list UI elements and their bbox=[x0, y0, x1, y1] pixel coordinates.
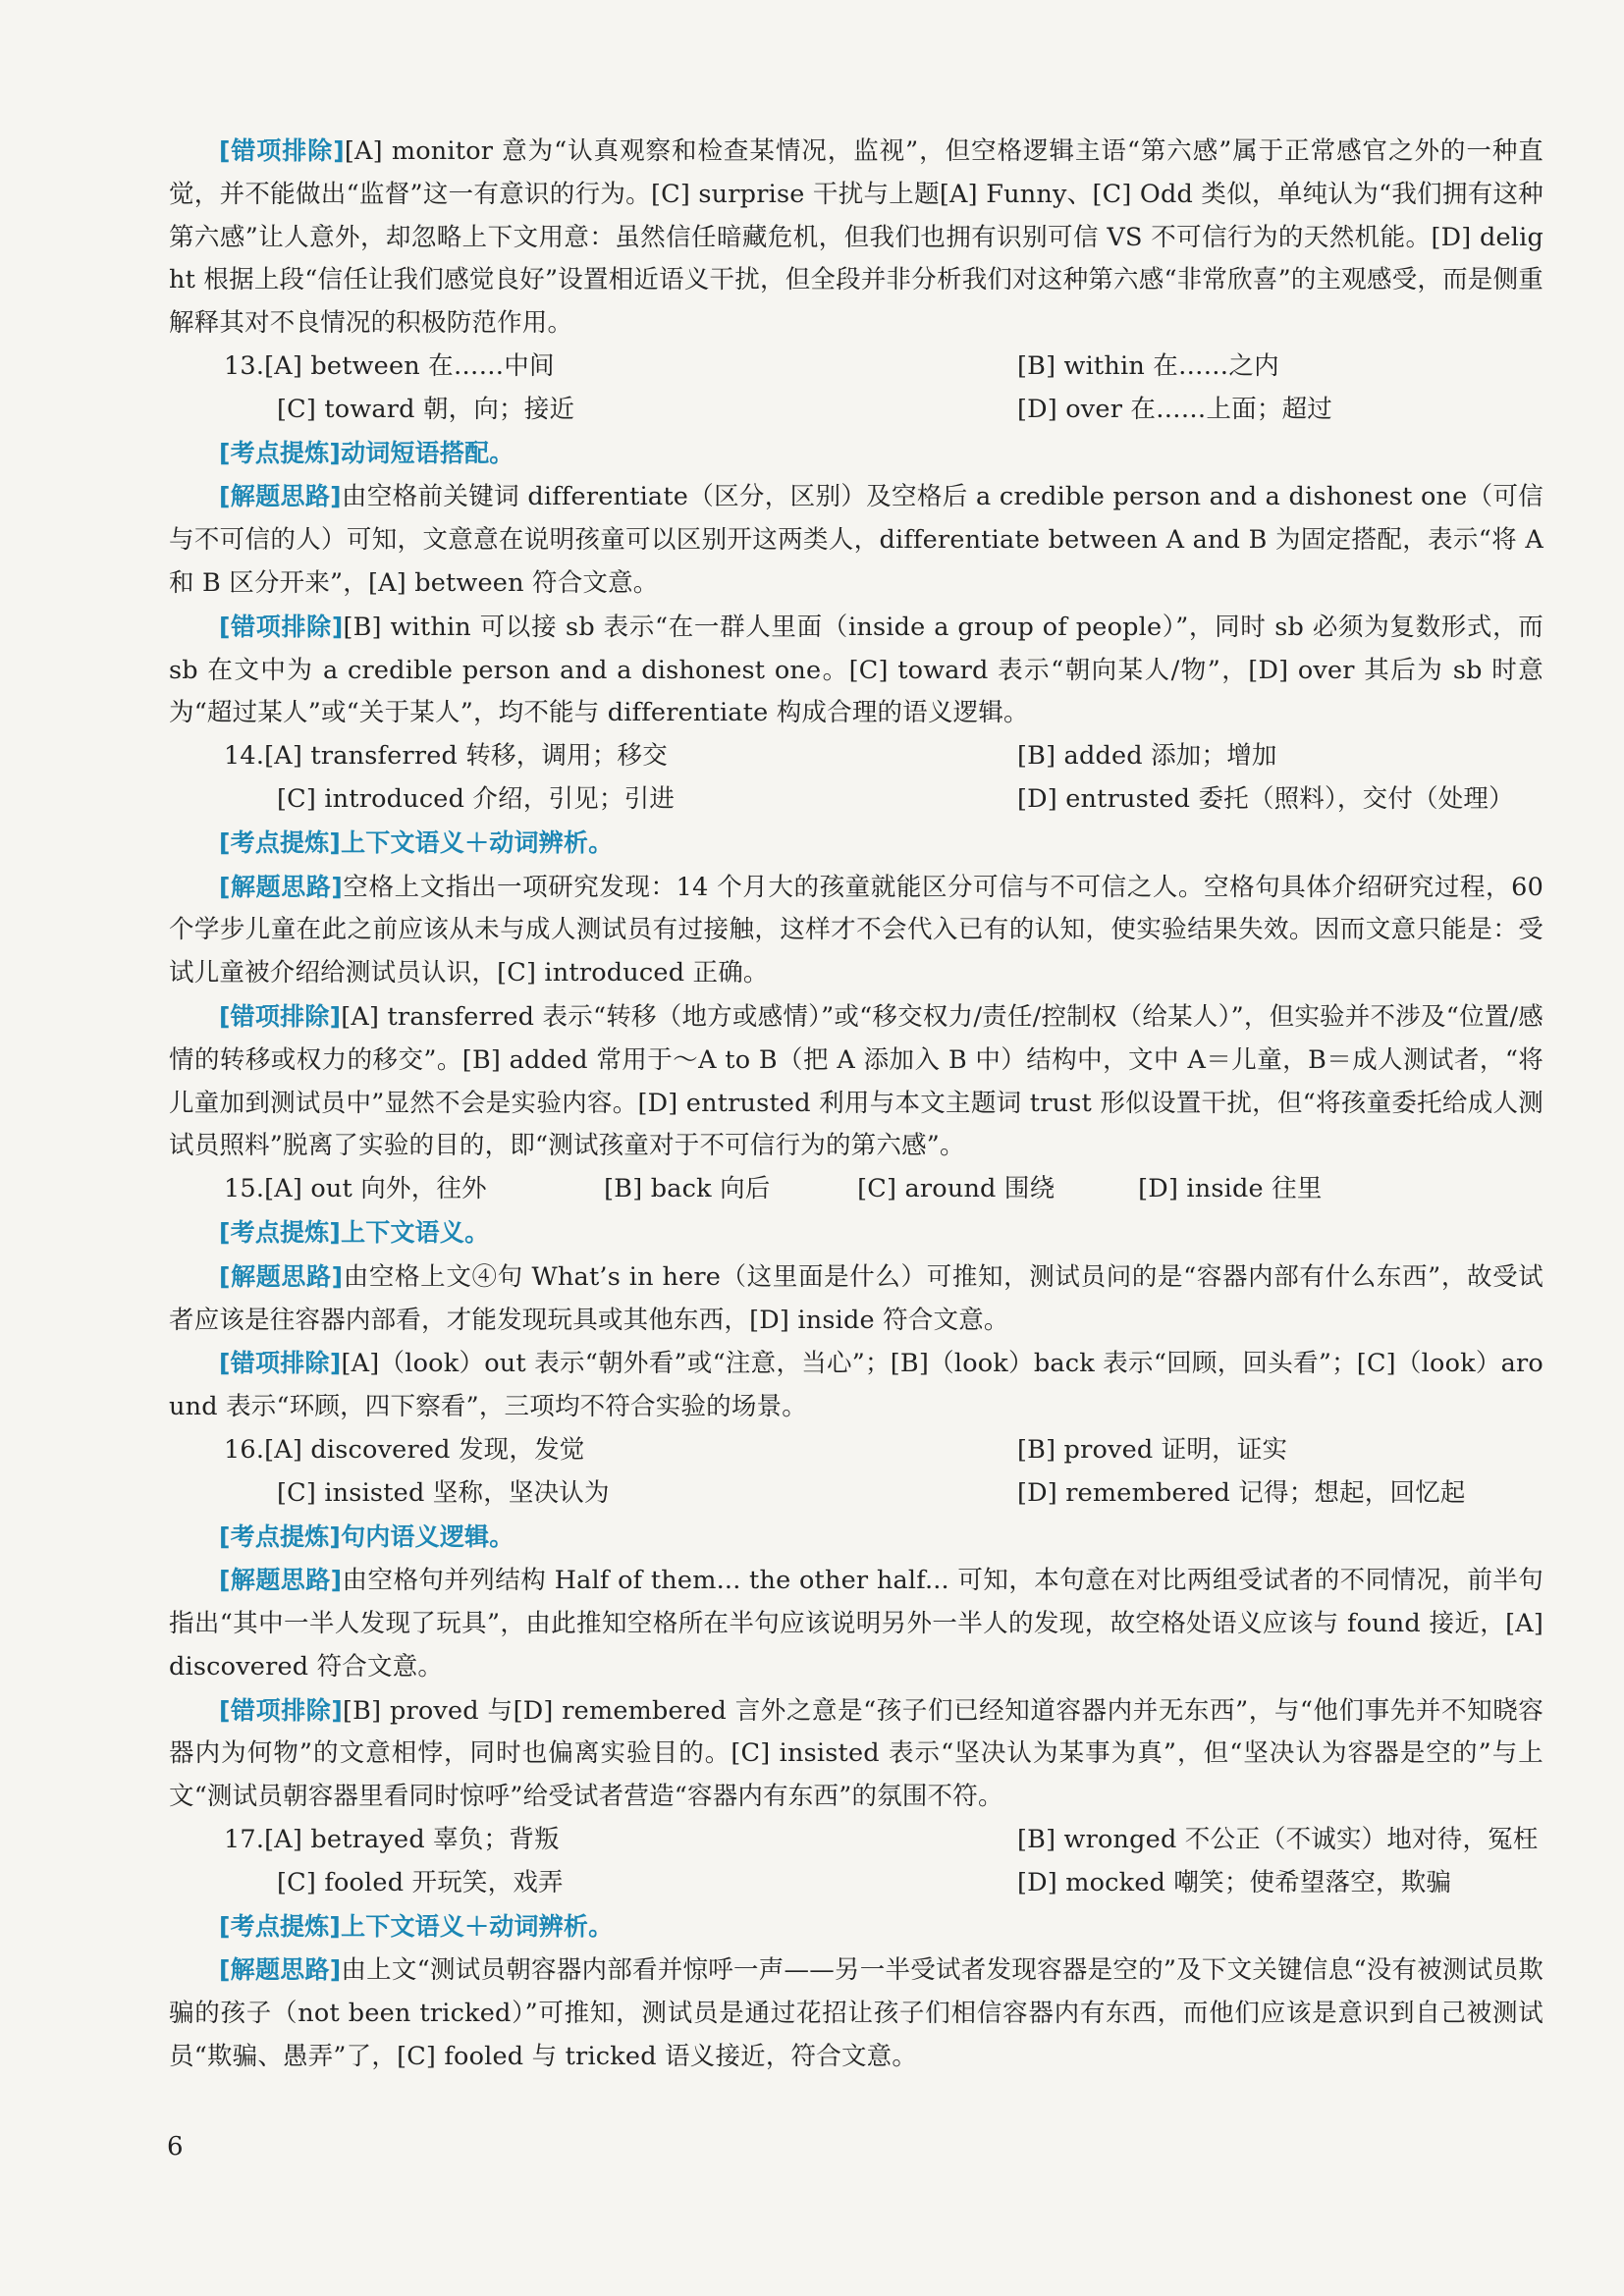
section-tag: [考点提炼] bbox=[219, 1911, 342, 1941]
section-tag: [考点提炼] bbox=[219, 828, 342, 857]
paragraph-text: 由空格前关键词 differentiate（区分，区别）及空格后 a credible person and a dishonest one（可信与不可信的人）可知，文意意在说明孩童可以区别开这两类人，differentiate between A and B 为固定搭配，表示“将 A 和 B 区分开来”，[A] between 符合文意。 bbox=[169, 482, 1543, 598]
explanation-paragraph bbox=[169, 475, 1543, 605]
key-point-line bbox=[169, 1516, 1543, 1560]
option-c: [C] insisted 坚称，坚决认为 bbox=[277, 1477, 610, 1508]
option-a bbox=[224, 1429, 1017, 1472]
option-b: [B] back 向后 bbox=[604, 1174, 771, 1204]
option-row bbox=[169, 1472, 1543, 1516]
page-number: 6 bbox=[167, 2132, 184, 2162]
explanation-paragraph bbox=[169, 1949, 1543, 2078]
option-b: [B] added 添加；增加 bbox=[1017, 741, 1277, 772]
option-row bbox=[169, 735, 1543, 778]
explanation-paragraph bbox=[169, 1559, 1543, 1688]
option-row bbox=[169, 1168, 1543, 1211]
section-tag: [解题思路] bbox=[219, 1955, 342, 1985]
option-row bbox=[169, 389, 1543, 432]
option-a-text: [A] discovered 发现，发觉 bbox=[264, 1434, 585, 1465]
section-tag: [错项排除] bbox=[219, 1001, 342, 1031]
option-row bbox=[169, 1429, 1543, 1472]
key-point-line bbox=[169, 1905, 1543, 1949]
section-tag: [解题思路] bbox=[219, 1261, 344, 1291]
key-point-line bbox=[169, 432, 1543, 476]
option-a-text: [A] transferred 转移，调用；移交 bbox=[264, 741, 668, 772]
option-a bbox=[224, 735, 1017, 778]
option-d: [D] mocked 嘲笑；使希望落空，欺骗 bbox=[1017, 1867, 1452, 1897]
paragraph-text: [B] within 可以接 sb 表示“在一群人里面（inside a group of people）”，同时 sb 必须为复数形式，而 sb 在文中为 a credible person and a dishonest one。[C] toward 表示“朝向某人/物”，[D] over 其后为 sb 时意为“超过某人”或“关于某人”，均不能与 differentiate 构成合理的语义逻辑。 bbox=[169, 612, 1543, 728]
explanation-paragraph bbox=[169, 130, 1543, 346]
option-row bbox=[169, 1819, 1543, 1862]
question-number: 13. bbox=[224, 350, 265, 381]
explanation-paragraph bbox=[169, 1342, 1543, 1429]
section-tag: [考点提炼] bbox=[219, 1522, 342, 1551]
question-number: 14. bbox=[224, 741, 265, 772]
option-b: [B] proved 证明，证实 bbox=[1017, 1434, 1288, 1465]
option-c: [C] introduced 介绍，引见；引进 bbox=[277, 783, 676, 814]
option-c: [C] around 围绕 bbox=[857, 1174, 1056, 1204]
paragraph-text: [A] monitor 意为“认真观察和检查某情况，监视”，但空格逻辑主语“第六感”属于正常感官之外的一种直觉，并不能做出“监督”这一有意识的行为。[C] surprise 干扰与上题[A] Funny、[C] Odd 类似，单纯认为“我们拥有这种第六感”让人意外，却忽略上下文用意：虽然信任暗藏危机，但我们也拥有识别可信 VS 不可信行为的天然机能。[D] delight 根据上段“信任让我们感觉良好”设置相近语义干扰，但全段并非分析我们对这种第六感“非常欣喜”的主观感受，而是侧重解释其对不良情况的积极防范作用。 bbox=[169, 136, 1544, 339]
explanation-paragraph bbox=[169, 995, 1543, 1168]
paragraph-text: [B] proved 与[D] remembered 言外之意是“孩子们已经知道容器内并无东西”，与“他们事先并不知晓容器内为何物”的文意相悖，同时也偏离实验目的。[C] insisted 表示“坚决认为某事为真”，但“坚决认为容器是空的”与上文“测试员朝容器里看同时惊呼”给受试者营造“容器内有东西”的氛围不符。 bbox=[169, 1695, 1543, 1812]
option-row bbox=[169, 778, 1543, 822]
explanation-paragraph bbox=[169, 1689, 1543, 1819]
paragraph-text: 空格上文指出一项研究发现：14 个月大的孩童就能区分可信与不可信之人。空格句具体介绍研究过程，60 个学步儿童在此之前应该从未与成人测试员有过接触，这样才不会代入已有的认知，使实验结果失效。因而文意只能是：受试儿童被介绍给测试员认识，[C] introduced 正确。 bbox=[169, 872, 1543, 988]
paragraph-text: 上下文语义＋动词辨析。 bbox=[341, 828, 614, 857]
option-b: [B] wronged 不公正（不诚实）地对待，冤枉 bbox=[1017, 1825, 1539, 1855]
section-tag: [错项排除] bbox=[219, 136, 345, 165]
paragraph-text: 由空格句并列结构 Half of them... the other half... 可知，本句意在对比两组受试者的不同情况，前半句指出“其中一半人发现了玩具”，由此推知空格所在半句应该说明另外一半人的发现，故空格处语义应该与 found 接近，[A] discovered 符合文意。 bbox=[169, 1566, 1544, 1682]
section-tag: [考点提炼] bbox=[219, 438, 342, 467]
paragraph-text: [A] transferred 表示“转移（地方或感情）”或“移交权力/责任/控制权（给某人）”，但实验并不涉及“位置/感情的转移或权力的移交”。[B] added 常用于～A to B（把 A 添加入 B 中）结构中，文中 A＝儿童，B＝成人测试者，“将儿童加到测试员中”显然不会是实验内容。[D] entrusted 利用与本文主题词 trust 形似设置干扰，但“将孩童委托给成人测试员照料”脱离了实验的目的，即“测试孩童对于不可信行为的第六感”。 bbox=[169, 1001, 1543, 1161]
option-d: [D] remembered 记得；想起，回忆起 bbox=[1017, 1477, 1466, 1508]
key-point-line bbox=[169, 822, 1543, 866]
paragraph-text: 上下文语义＋动词辨析。 bbox=[341, 1911, 614, 1941]
option-row bbox=[169, 1862, 1543, 1905]
option-row bbox=[169, 346, 1543, 389]
section-tag: [考点提炼] bbox=[219, 1217, 342, 1247]
option-a: [A] out 向外，往外 bbox=[264, 1174, 487, 1204]
paragraph-text: 由空格上文④句 What’s in here（这里面是什么）可推知，测试员问的是“容器内部有什么东西”，故受试者应该是往容器内部看，才能发现玩具或其他东西，[D] inside 符合文意。 bbox=[169, 1261, 1543, 1335]
paragraph-text: 上下文语义。 bbox=[341, 1217, 490, 1247]
option-a bbox=[224, 1819, 1017, 1862]
option-a bbox=[224, 346, 1017, 389]
section-tag: [解题思路] bbox=[219, 872, 344, 901]
section-tag: [解题思路] bbox=[219, 482, 342, 511]
paragraph-text: 动词短语搭配。 bbox=[341, 438, 514, 467]
section-tag: [解题思路] bbox=[219, 1566, 343, 1595]
option-a-text: [A] between 在……中间 bbox=[264, 350, 555, 381]
option-c: [C] toward 朝，向；接近 bbox=[277, 394, 575, 424]
option-c: [C] fooled 开玩笑，戏弄 bbox=[277, 1867, 564, 1897]
option-b: [B] within 在……之内 bbox=[1017, 350, 1279, 381]
option-d: [D] entrusted 委托（照料），交付（处理） bbox=[1017, 783, 1514, 814]
question-number: 15. bbox=[224, 1174, 265, 1204]
question-number: 17. bbox=[224, 1825, 265, 1855]
section-tag: [错项排除] bbox=[219, 612, 344, 641]
explanation-paragraph bbox=[169, 606, 1543, 735]
option-a-text: [A] betrayed 辜负；背叛 bbox=[264, 1825, 560, 1855]
paragraph-text: [A]（look）out 表示“朝外看”或“注意，当心”；[B]（look）back 表示“回顾，回头看”；[C]（look）around 表示“环顾，四下察看”，三项均不符合实验的场景。 bbox=[169, 1349, 1543, 1422]
section-tag: [错项排除] bbox=[219, 1695, 344, 1725]
explanation-paragraph bbox=[169, 1255, 1543, 1343]
question-number: 16. bbox=[224, 1434, 265, 1465]
page-content bbox=[169, 130, 1543, 2079]
key-point-line bbox=[169, 1211, 1543, 1255]
explanation-paragraph bbox=[169, 866, 1543, 995]
paragraph-text: 句内语义逻辑。 bbox=[341, 1522, 514, 1551]
option-d: [D] over 在……上面；超过 bbox=[1017, 394, 1332, 424]
paragraph-text: 由上文“测试员朝容器内部看并惊呼一声——另一半受试者发现容器是空的”及下文关键信息“没有被测试员欺骗的孩子（not been tricked）”可推知，测试员是通过花招让孩子们相信容器内有东西，而他们应该是意识到自己被测试员“欺骗、愚弄”了，[C] fooled 与 tricked 语义接近，符合文意。 bbox=[169, 1955, 1543, 2072]
option-d: [D] inside 往里 bbox=[1138, 1174, 1323, 1204]
section-tag: [错项排除] bbox=[219, 1349, 342, 1378]
